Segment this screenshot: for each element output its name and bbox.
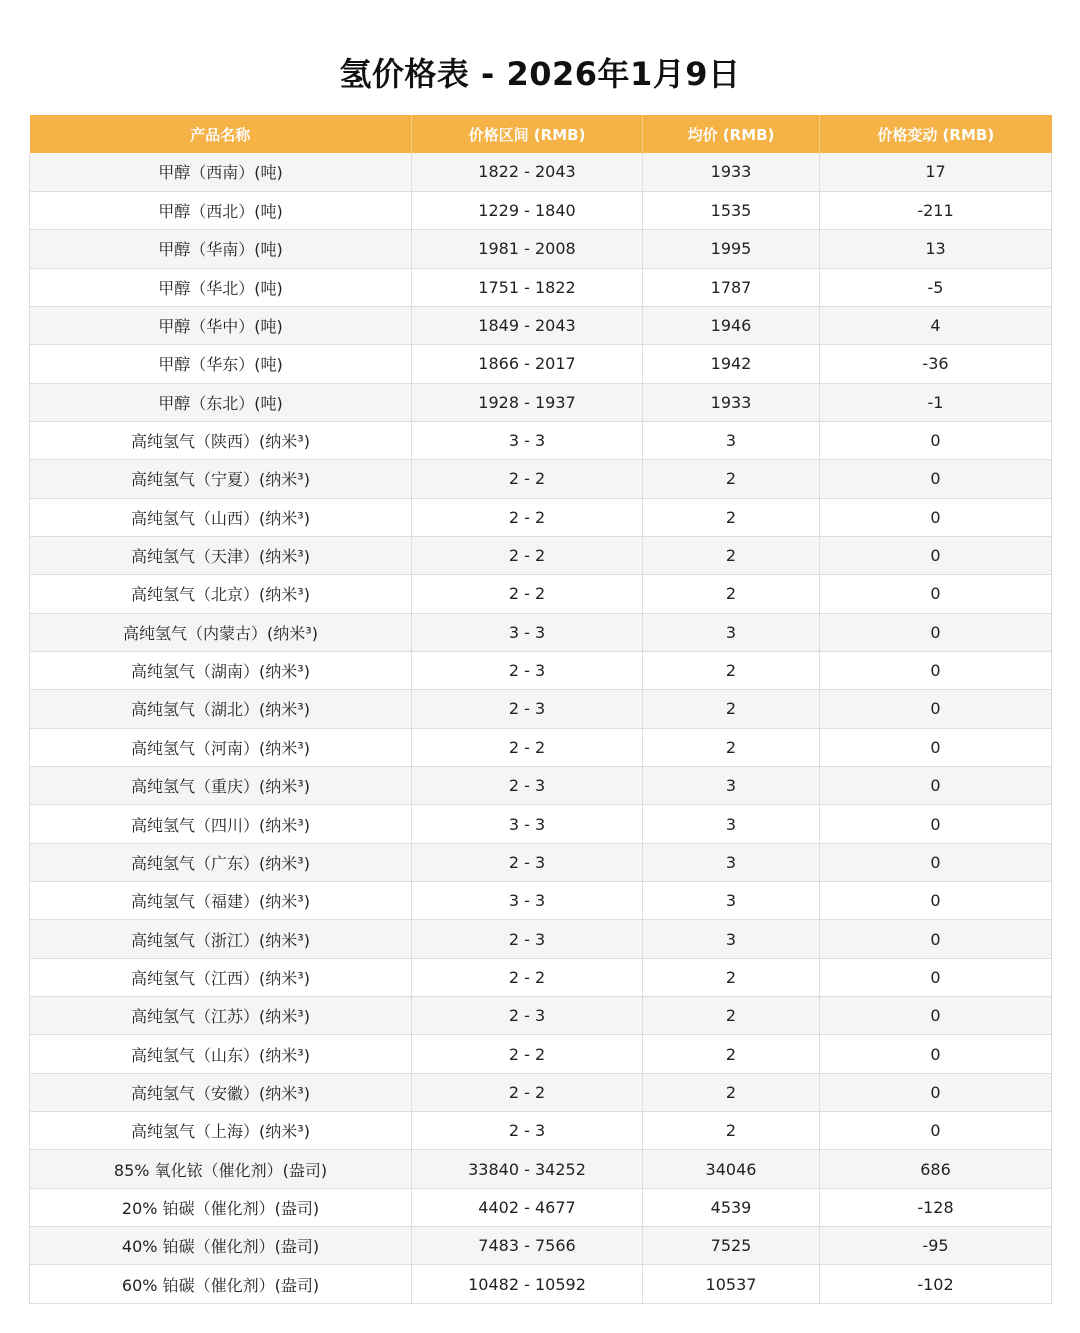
price-range-cell: 2 - 3 bbox=[412, 690, 643, 728]
price-range-cell: 2 - 3 bbox=[412, 997, 643, 1035]
price-range-cell: 2 - 3 bbox=[412, 1112, 643, 1150]
price-change-cell: -36 bbox=[820, 345, 1052, 383]
product-name-cell: 高纯氢气（湖南）(纳米³) bbox=[30, 651, 412, 689]
product-name-cell: 高纯氢气（上海）(纳米³) bbox=[30, 1112, 412, 1150]
average-price-cell: 3 bbox=[643, 805, 820, 843]
product-name-cell: 甲醇（华南）(吨) bbox=[30, 230, 412, 268]
price-change-cell: -128 bbox=[820, 1188, 1052, 1226]
table-row bbox=[30, 651, 1052, 689]
average-price-cell: 1787 bbox=[643, 268, 820, 306]
product-name-cell: 甲醇（华北）(吨) bbox=[30, 268, 412, 306]
price-range-cell: 1751 - 1822 bbox=[412, 268, 643, 306]
table-row bbox=[30, 920, 1052, 958]
price-change-cell: 0 bbox=[820, 575, 1052, 613]
product-name-cell: 甲醇（华中）(吨) bbox=[30, 306, 412, 344]
table-row bbox=[30, 306, 1052, 344]
price-change-cell: 0 bbox=[820, 997, 1052, 1035]
price-change-cell: 686 bbox=[820, 1150, 1052, 1188]
average-price-cell: 3 bbox=[643, 767, 820, 805]
product-name-cell: 甲醇（华东）(吨) bbox=[30, 345, 412, 383]
product-name-cell: 高纯氢气（江西）(纳米³) bbox=[30, 958, 412, 996]
price-range-cell: 2 - 2 bbox=[412, 575, 643, 613]
product-name-cell: 85% 氧化铱（催化剂）(盎司) bbox=[30, 1150, 412, 1188]
price-change-cell: 0 bbox=[820, 843, 1052, 881]
table-row bbox=[30, 191, 1052, 229]
average-price-cell: 2 bbox=[643, 728, 820, 766]
price-change-cell: 0 bbox=[820, 536, 1052, 574]
price-range-cell: 1981 - 2008 bbox=[412, 230, 643, 268]
product-name-cell: 高纯氢气（广东）(纳米³) bbox=[30, 843, 412, 881]
average-price-cell: 1942 bbox=[643, 345, 820, 383]
table-row bbox=[30, 1227, 1052, 1265]
price-change-cell: 0 bbox=[820, 498, 1052, 536]
table-row bbox=[30, 767, 1052, 805]
price-change-cell: -211 bbox=[820, 191, 1052, 229]
price-range-cell: 2 - 2 bbox=[412, 1073, 643, 1111]
product-name-cell: 高纯氢气（天津）(纳米³) bbox=[30, 536, 412, 574]
price-range-cell: 2 - 2 bbox=[412, 460, 643, 498]
table-row bbox=[30, 383, 1052, 421]
price-range-cell: 3 - 3 bbox=[412, 613, 643, 651]
product-name-cell: 高纯氢气（山东）(纳米³) bbox=[30, 1035, 412, 1073]
price-range-cell: 2 - 3 bbox=[412, 920, 643, 958]
table-header bbox=[30, 115, 1052, 153]
price-range-cell: 1866 - 2017 bbox=[412, 345, 643, 383]
price-change-cell: -1 bbox=[820, 383, 1052, 421]
average-price-cell: 1535 bbox=[643, 191, 820, 229]
header-average-price[interactable]: 均价 (RMB) bbox=[643, 115, 820, 153]
price-range-cell: 1849 - 2043 bbox=[412, 306, 643, 344]
table-row bbox=[30, 997, 1052, 1035]
table-row bbox=[30, 1188, 1052, 1226]
product-name-cell: 高纯氢气（湖北）(纳米³) bbox=[30, 690, 412, 728]
average-price-cell: 7525 bbox=[643, 1227, 820, 1265]
price-range-cell: 10482 - 10592 bbox=[412, 1265, 643, 1303]
table-row bbox=[30, 843, 1052, 881]
product-name-cell: 甲醇（西北）(吨) bbox=[30, 191, 412, 229]
header-product-name[interactable]: 产品名称 bbox=[30, 115, 412, 153]
price-range-cell: 1928 - 1937 bbox=[412, 383, 643, 421]
price-change-cell: 0 bbox=[820, 767, 1052, 805]
table-row bbox=[30, 728, 1052, 766]
product-name-cell: 40% 铂碳（催化剂）(盎司) bbox=[30, 1227, 412, 1265]
product-name-cell: 20% 铂碳（催化剂）(盎司) bbox=[30, 1188, 412, 1226]
product-name-cell: 高纯氢气（宁夏）(纳米³) bbox=[30, 460, 412, 498]
average-price-cell: 3 bbox=[643, 613, 820, 651]
average-price-cell: 2 bbox=[643, 1112, 820, 1150]
average-price-cell: 2 bbox=[643, 997, 820, 1035]
average-price-cell: 1933 bbox=[643, 153, 820, 191]
table-row bbox=[30, 1150, 1052, 1188]
price-change-cell: 0 bbox=[820, 1073, 1052, 1111]
table-row bbox=[30, 690, 1052, 728]
product-name-cell: 高纯氢气（重庆）(纳米³) bbox=[30, 767, 412, 805]
price-change-cell: 0 bbox=[820, 690, 1052, 728]
price-change-cell: -5 bbox=[820, 268, 1052, 306]
average-price-cell: 3 bbox=[643, 843, 820, 881]
price-range-cell: 2 - 2 bbox=[412, 1035, 643, 1073]
table-row bbox=[30, 1112, 1052, 1150]
product-name-cell: 高纯氢气（江苏）(纳米³) bbox=[30, 997, 412, 1035]
price-change-cell: 0 bbox=[820, 728, 1052, 766]
average-price-cell: 2 bbox=[643, 536, 820, 574]
price-range-cell: 7483 - 7566 bbox=[412, 1227, 643, 1265]
header-price-change[interactable]: 价格变动 (RMB) bbox=[877, 125, 995, 144]
price-change-cell: 0 bbox=[820, 460, 1052, 498]
price-change-cell: 0 bbox=[820, 651, 1052, 689]
price-change-cell: 0 bbox=[820, 882, 1052, 920]
price-change-cell: 0 bbox=[820, 958, 1052, 996]
table-row bbox=[30, 421, 1052, 459]
table-row bbox=[30, 536, 1052, 574]
table-row bbox=[30, 1073, 1052, 1111]
price-range-cell: 2 - 2 bbox=[412, 498, 643, 536]
average-price-cell: 2 bbox=[643, 498, 820, 536]
table-row bbox=[30, 345, 1052, 383]
price-change-cell: 0 bbox=[820, 1112, 1052, 1150]
average-price-cell: 1933 bbox=[643, 383, 820, 421]
table-body bbox=[30, 153, 1052, 1303]
product-name-cell: 高纯氢气（陕西）(纳米³) bbox=[30, 421, 412, 459]
price-range-cell: 2 - 2 bbox=[412, 728, 643, 766]
price-range-cell: 3 - 3 bbox=[412, 421, 643, 459]
price-range-cell: 2 - 3 bbox=[412, 767, 643, 805]
table-row bbox=[30, 958, 1052, 996]
product-name-cell: 高纯氢气（山西）(纳米³) bbox=[30, 498, 412, 536]
price-range-cell: 1229 - 1840 bbox=[412, 191, 643, 229]
page-title: 氢价格表 - 2026年1月9日 bbox=[339, 55, 741, 93]
table-row bbox=[30, 575, 1052, 613]
table-row bbox=[30, 882, 1052, 920]
price-range-cell: 2 - 3 bbox=[412, 651, 643, 689]
price-range-cell: 2 - 2 bbox=[412, 536, 643, 574]
price-change-cell: -95 bbox=[820, 1227, 1052, 1265]
product-name-cell: 高纯氢气（福建）(纳米³) bbox=[30, 882, 412, 920]
product-name-cell: 60% 铂碳（催化剂）(盎司) bbox=[30, 1265, 412, 1303]
average-price-cell: 1946 bbox=[643, 306, 820, 344]
price-change-cell: 17 bbox=[820, 153, 1052, 191]
price-range-cell: 4402 - 4677 bbox=[412, 1188, 643, 1226]
price-change-cell: 4 bbox=[820, 306, 1052, 344]
average-price-cell: 10537 bbox=[643, 1265, 820, 1303]
price-range-cell: 2 - 2 bbox=[412, 958, 643, 996]
average-price-cell: 2 bbox=[643, 958, 820, 996]
product-name-cell: 高纯氢气（北京）(纳米³) bbox=[30, 575, 412, 613]
table-row bbox=[30, 153, 1052, 191]
average-price-cell: 1995 bbox=[643, 230, 820, 268]
product-name-cell: 高纯氢气（浙江）(纳米³) bbox=[30, 920, 412, 958]
product-name-cell: 高纯氢气（四川）(纳米³) bbox=[30, 805, 412, 843]
average-price-cell: 34046 bbox=[643, 1150, 820, 1188]
average-price-cell: 3 bbox=[643, 421, 820, 459]
price-range-cell: 3 - 3 bbox=[412, 882, 643, 920]
average-price-cell: 2 bbox=[643, 575, 820, 613]
price-change-cell: 0 bbox=[820, 613, 1052, 651]
average-price-cell: 2 bbox=[643, 1035, 820, 1073]
table-row bbox=[30, 498, 1052, 536]
price-table bbox=[29, 115, 1052, 1304]
price-range-cell: 3 - 3 bbox=[412, 805, 643, 843]
price-change-cell: 13 bbox=[820, 230, 1052, 268]
table-row bbox=[30, 1035, 1052, 1073]
product-name-cell: 高纯氢气（河南）(纳米³) bbox=[30, 728, 412, 766]
average-price-cell: 3 bbox=[643, 882, 820, 920]
header-price-range[interactable]: 价格区间 (RMB) bbox=[412, 115, 643, 153]
average-price-cell: 2 bbox=[643, 690, 820, 728]
average-price-cell: 2 bbox=[643, 460, 820, 498]
product-name-cell: 高纯氢气（安徽）(纳米³) bbox=[30, 1073, 412, 1111]
average-price-cell: 3 bbox=[643, 920, 820, 958]
table-row bbox=[30, 268, 1052, 306]
header-row bbox=[30, 115, 1052, 153]
price-range-cell: 1822 - 2043 bbox=[412, 153, 643, 191]
product-name-cell: 高纯氢气（内蒙古）(纳米³) bbox=[30, 613, 412, 651]
price-change-cell: 0 bbox=[820, 421, 1052, 459]
price-change-cell: 0 bbox=[820, 920, 1052, 958]
table-row bbox=[30, 613, 1052, 651]
average-price-cell: 4539 bbox=[643, 1188, 820, 1226]
price-range-cell: 2 - 3 bbox=[412, 843, 643, 881]
table-row bbox=[30, 460, 1052, 498]
table-row bbox=[30, 230, 1052, 268]
table-row bbox=[30, 805, 1052, 843]
product-name-cell: 甲醇（西南）(吨) bbox=[30, 153, 412, 191]
price-range-cell: 33840 - 34252 bbox=[412, 1150, 643, 1188]
price-change-cell: 0 bbox=[820, 805, 1052, 843]
price-change-cell: 0 bbox=[820, 1035, 1052, 1073]
average-price-cell: 2 bbox=[643, 651, 820, 689]
table-row bbox=[30, 1265, 1052, 1303]
product-name-cell: 甲醇（东北）(吨) bbox=[30, 383, 412, 421]
average-price-cell: 2 bbox=[643, 1073, 820, 1111]
price-change-cell: -102 bbox=[820, 1265, 1052, 1303]
